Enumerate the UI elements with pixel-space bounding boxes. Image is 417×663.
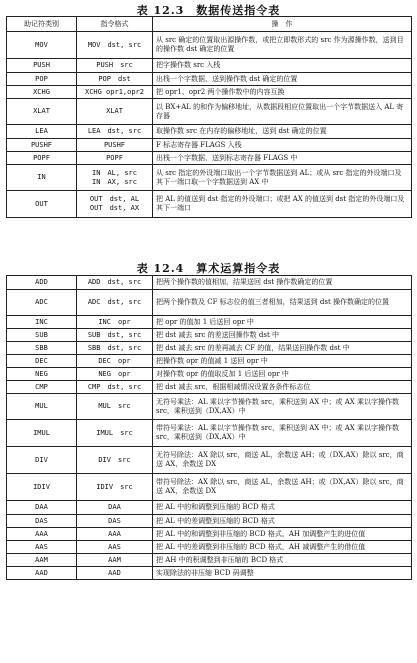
- operation-cell: 把两个操作数及 CF 标志位的值三者相加，结果送到 dst 操作数确定的位置: [153, 290, 412, 316]
- format-line: MUL src: [98, 402, 131, 411]
- format-line: NEG opr: [98, 369, 131, 378]
- table-row: [7, 99, 412, 125]
- format-line: XLAT: [106, 107, 123, 116]
- format-line: AAS: [108, 542, 121, 551]
- format-line: IN AL, src: [92, 168, 137, 177]
- operation-cell: 把字操作数 src 入栈: [153, 59, 412, 73]
- table-row: [7, 381, 412, 394]
- table-row: [7, 86, 412, 99]
- operation-cell: 把 AH 中的积调整到非压缩的 BCD 格式: [153, 554, 412, 567]
- format-line: INC opr: [98, 317, 131, 326]
- operation-cell: F 标志寄存器 FLAGS 入栈: [153, 139, 412, 152]
- header-operation: 操 作: [153, 17, 412, 32]
- format-line: SBB dst, src: [87, 343, 142, 352]
- table-row: [7, 191, 412, 218]
- table-header-row: [7, 17, 412, 32]
- format-line: AAD: [108, 568, 121, 577]
- format-line: CMP dst, src: [87, 382, 142, 391]
- table-row: [7, 394, 412, 420]
- table-row: [7, 139, 412, 152]
- format-cell: [77, 276, 153, 290]
- table-12-4-title: 表 12.4 算术运算指令表: [136, 262, 281, 275]
- format-cell: [77, 32, 153, 59]
- format-line: DIV src: [98, 455, 131, 464]
- mnemonic-cell: DAS: [7, 515, 77, 528]
- operation-cell: 把两个操作数的值相加，结果送回 dst 操作数确定的位置: [153, 276, 412, 290]
- format-cell: [77, 152, 153, 165]
- mnemonic-cell: IDIV: [7, 474, 77, 501]
- format-line: POPF: [106, 153, 123, 162]
- operation-cell: 带符号乘法：AL 乘以字节操作数 src，乘积送到 AX 中；或 AX 乘以字操作数 src，乘积送到（DX,AX）中: [153, 420, 412, 447]
- operation-cell: 从 src 指定的外设端口取出一个字节数据送到 AL；或从 src 指定的外设端口及其下一端口取一个字数据送到 AX 中: [153, 165, 412, 191]
- operation-cell: 无符号乘法：AL 乘以字节操作数 src，乘积送到 AX 中；或 AX 乘以字操作数 src，乘积送到（DX,AX）中: [153, 394, 412, 420]
- operation-cell: 取操作数 src 在内存的偏移地址，送到 dst 确定的位置: [153, 125, 412, 139]
- operation-cell: 对操作数 opr 的值取反加 1 后送回 opr 中: [153, 368, 412, 381]
- format-line: OUT dst, AL: [89, 195, 140, 204]
- mnemonic-cell: OUT: [7, 191, 77, 218]
- mnemonic-cell: AAD: [7, 567, 77, 580]
- table-row: [7, 420, 412, 447]
- operation-cell: 从 src 确定的位置取出源操作数，或把立即数形式的 src 作为源操作数，送到目的操作数 dst 确定的位置: [153, 32, 412, 59]
- table-row: [7, 276, 412, 290]
- operation-cell: 把 dst 减去 src，根据相减情况设置各条件标志位: [153, 381, 412, 394]
- arithmetic-table: [6, 275, 412, 580]
- format-cell: [77, 501, 153, 515]
- mnemonic-cell: PUSH: [7, 59, 77, 73]
- table-row: [7, 316, 412, 329]
- format-cell: [77, 342, 153, 355]
- table-12-3-title: 表 12.3 数据传送指令表: [136, 4, 281, 17]
- mnemonic-cell: MOV: [7, 32, 77, 59]
- mnemonic-cell: IN: [7, 165, 77, 191]
- format-cell: [77, 381, 153, 394]
- table-row: [7, 501, 412, 515]
- table-row: [7, 447, 412, 474]
- mnemonic-cell: POP: [7, 73, 77, 86]
- format-cell: [77, 554, 153, 567]
- table-row: [7, 329, 412, 342]
- mnemonic-cell: XCHG: [7, 86, 77, 99]
- mnemonic-cell: PUSHF: [7, 139, 77, 152]
- format-line: MOV dst, src: [87, 40, 142, 49]
- format-cell: [77, 528, 153, 541]
- format-cell: [77, 316, 153, 329]
- format-line: LEA dst, src: [87, 127, 142, 136]
- operation-cell: 把 AL 的值送到 dst 指定的外设端口；或把 AX 的值送到 dst 指定的外设端口及其下一端口: [153, 191, 412, 218]
- format-cell: [77, 165, 153, 191]
- table-row: [7, 541, 412, 554]
- format-cell: [77, 447, 153, 474]
- format-line: IDIV src: [96, 482, 133, 491]
- table-row: [7, 290, 412, 316]
- mnemonic-cell: AAS: [7, 541, 77, 554]
- operation-cell: 带符号除法：AX 除以 src，商送 AL，余数送 AH；或（DX,AX）除以 src，商送 AX，余数送 DX: [153, 474, 412, 501]
- mnemonic-cell: SUB: [7, 329, 77, 342]
- mnemonic-cell: LEA: [7, 125, 77, 139]
- format-cell: [77, 567, 153, 580]
- format-cell: [77, 474, 153, 501]
- mnemonic-cell: AAA: [7, 528, 77, 541]
- mnemonic-cell: ADD: [7, 276, 77, 290]
- format-cell: [77, 73, 153, 86]
- mnemonic-cell: CMP: [7, 381, 77, 394]
- format-cell: [77, 86, 153, 99]
- table-row: [7, 152, 412, 165]
- table-row: [7, 368, 412, 381]
- table-row: [7, 342, 412, 355]
- mnemonic-cell: DAA: [7, 501, 77, 515]
- format-cell: [77, 99, 153, 125]
- table-row: [7, 32, 412, 59]
- format-cell: [77, 139, 153, 152]
- table-row: [7, 355, 412, 368]
- table-row: [7, 165, 412, 191]
- table-row: [7, 59, 412, 73]
- mnemonic-cell: NEG: [7, 368, 77, 381]
- format-cell: [77, 394, 153, 420]
- format-cell: [77, 368, 153, 381]
- operation-cell: 把 AL 中的和调整到压缩的 BCD 格式: [153, 501, 412, 515]
- format-line: AAA: [108, 529, 121, 538]
- format-cell: [77, 515, 153, 528]
- header-mnemonic: 助记符类别: [7, 17, 77, 32]
- operation-cell: 无符号除法：AX 除以 src，商送 AL，余数送 AH；或（DX,AX）除以 src，商送 AX，余数送 DX: [153, 447, 412, 474]
- format-line: IMUL src: [96, 428, 133, 437]
- format-line: DAA: [108, 503, 121, 512]
- format-cell: [77, 125, 153, 139]
- operation-cell: 把 dst 减去 src 的差送回操作数 dst 中: [153, 329, 412, 342]
- mnemonic-cell: DEC: [7, 355, 77, 368]
- mnemonic-cell: ADC: [7, 290, 77, 316]
- format-line: OUT dst, AX: [89, 204, 140, 212]
- operation-cell: 出栈一个字数据，送到标志寄存器 FLAGS 中: [153, 152, 412, 165]
- format-cell: [77, 355, 153, 368]
- format-line: SUB dst, src: [87, 330, 142, 339]
- operation-cell: 把 AL 中的差调整到压缩的 BCD 格式: [153, 515, 412, 528]
- operation-cell: 把 AL 中的和调整到非压缩的 BCD 格式，AH 加调整产生的进位值: [153, 528, 412, 541]
- operation-cell: 以 BX+AL 的和作为偏移地址，从数据段相应位置取出一个字节数据送入 AL 寄存器: [153, 99, 412, 125]
- format-line: DEC opr: [98, 356, 131, 365]
- mnemonic-cell: DIV: [7, 447, 77, 474]
- table-row: [7, 73, 412, 86]
- mnemonic-cell: POPF: [7, 152, 77, 165]
- table-row: [7, 125, 412, 139]
- table-row: [7, 515, 412, 528]
- format-cell: [77, 191, 153, 218]
- mnemonic-cell: INC: [7, 316, 77, 329]
- operation-cell: 实现除法的非压缩 BCD 码调整: [153, 567, 412, 580]
- operation-cell: 把操作数 opr 的值减 1 送回 opr 中: [153, 355, 412, 368]
- format-cell: [77, 290, 153, 316]
- table-row: [7, 528, 412, 541]
- format-line: ADD dst, src: [87, 278, 142, 287]
- format-cell: [77, 420, 153, 447]
- data-transfer-table: [6, 16, 412, 218]
- mnemonic-cell: MUL: [7, 394, 77, 420]
- format-line: ADC dst, src: [87, 298, 142, 307]
- format-line: DAS: [108, 516, 121, 525]
- format-line: XCHG opr1,opr2: [84, 87, 144, 96]
- format-line: PUSH src: [96, 61, 133, 70]
- format-line: PUSHF: [103, 140, 126, 149]
- format-line: POP dst: [98, 74, 131, 83]
- mnemonic-cell: IMUL: [7, 420, 77, 447]
- operation-cell: 把 opr 的值加 1 后送回 opr 中: [153, 316, 412, 329]
- format-cell: [77, 59, 153, 73]
- operation-cell: 把 AL 中的差调整到非压缩的 BCD 格式，AH 减调整产生的借位值: [153, 541, 412, 554]
- mnemonic-cell: SBB: [7, 342, 77, 355]
- table-row: [7, 554, 412, 567]
- mnemonic-cell: AAM: [7, 554, 77, 567]
- format-line: IN AX, src: [92, 177, 137, 186]
- format-cell: [77, 541, 153, 554]
- operation-cell: 出栈一个字数据，送到操作数 dst 确定的位置: [153, 73, 412, 86]
- header-format: 指令格式: [77, 17, 153, 32]
- operation-cell: 把 opr1、opr2 两个操作数中的内容互换: [153, 86, 412, 99]
- operation-cell: 把 dst 减去 src 的差再减去 CF 的值，结果送回操作数 dst 中: [153, 342, 412, 355]
- format-line: AAM: [108, 555, 121, 564]
- format-cell: [77, 329, 153, 342]
- table-row: [7, 474, 412, 501]
- table-row: [7, 567, 412, 580]
- mnemonic-cell: XLAT: [7, 99, 77, 125]
